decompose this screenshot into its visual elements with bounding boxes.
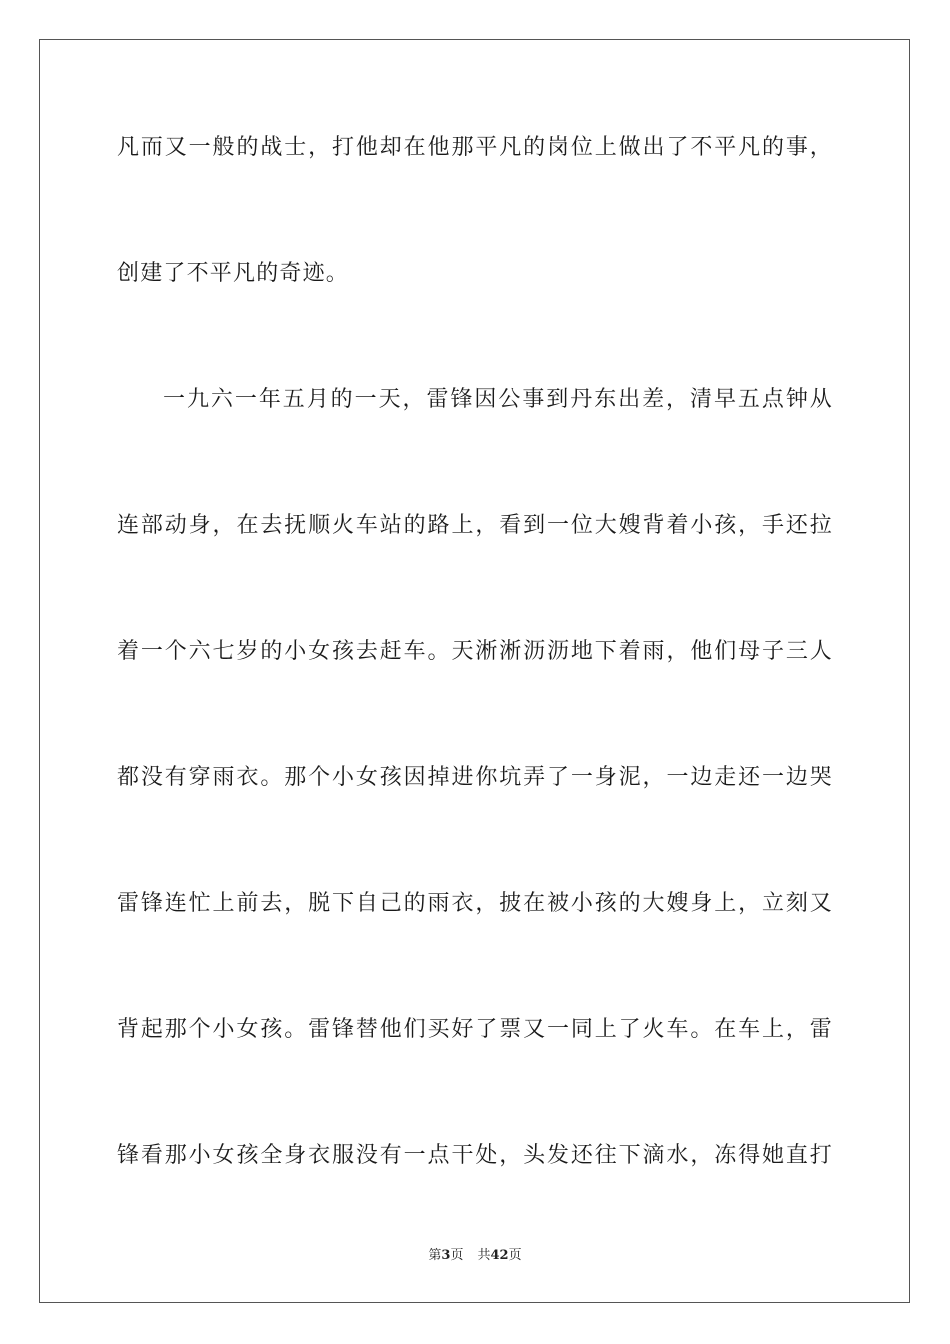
footer-page-prefix: 第	[428, 1248, 442, 1263]
footer-total-suffix: 页	[508, 1248, 522, 1263]
body-line-2: 创建了不平凡的奇迹。	[117, 261, 350, 286]
body-line-7: 雷锋连忙上前去，脱下自己的雨衣，披在被小孩的大嫂身上，立刻又	[117, 891, 833, 916]
footer-page-current: 3	[441, 1248, 451, 1263]
body-line-8: 背起那个小女孩。雷锋替他们买好了票又一同上了火车。在车上，雷	[117, 1017, 833, 1042]
footer-total-prefix: 共	[477, 1248, 491, 1263]
body-line-4: 连部动身，在去抚顺火车站的路上，看到一位大嫂背着小孩，手还拉	[117, 513, 833, 538]
body-line-6: 都没有穿雨衣。那个小女孩因掉进你坑弄了一身泥，一边走还一边哭	[117, 765, 833, 790]
body-line-9: 锋看那小女孩全身衣服没有一点干处，头发还往下滴水，冻得她直打	[117, 1143, 833, 1168]
page-border	[39, 39, 910, 1303]
footer-page-total: 42	[490, 1248, 509, 1263]
page-footer	[0, 1247, 950, 1265]
footer-page-suffix: 页	[450, 1248, 464, 1263]
body-line-5: 着一个六七岁的小女孩去赶车。天淅淅沥沥地下着雨，他们母子三人	[117, 639, 833, 664]
body-line-3: 一九六一年五月的一天，雷锋因公事到丹东出差，清早五点钟从	[163, 387, 833, 412]
body-line-1: 凡而又一般的战士，打他却在他那平凡的岗位上做出了不平凡的事，	[117, 135, 833, 160]
